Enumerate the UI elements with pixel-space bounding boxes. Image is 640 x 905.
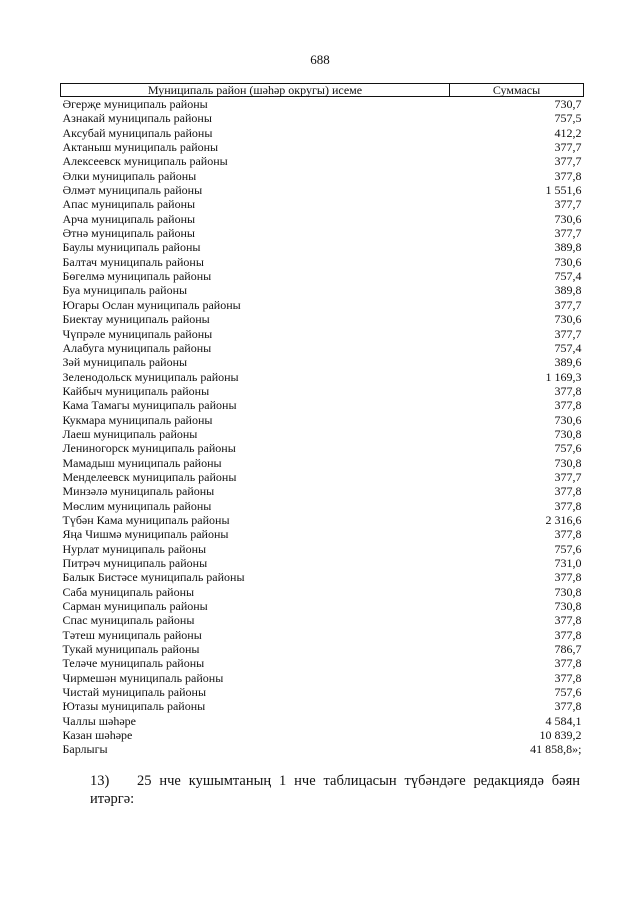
amount-cell: 730,8 [554, 599, 582, 614]
amount-cell: 377,8 [554, 656, 582, 671]
table-header-row [61, 84, 584, 97]
amount-cell: 730,6 [554, 211, 582, 226]
table-row [61, 97, 584, 112]
amount-cell: 412,2 [554, 125, 582, 140]
municipality-name-cell: Буа муниципаль районы [62, 283, 188, 298]
municipality-name-cell: Түбән Кама муниципаль районы [62, 512, 230, 527]
amount-cell: 377,8 [554, 527, 582, 542]
municipality-name-cell: Балтач муниципаль районы [62, 254, 204, 269]
municipality-name-cell: Зеленодольск муниципаль районы [62, 369, 239, 384]
table-row [61, 685, 584, 699]
municipality-name-cell: Барлыгы [62, 742, 108, 757]
municipality-name-cell: Нурлат муниципаль районы [62, 541, 207, 556]
amount-cell: 389,6 [554, 355, 582, 370]
amount-cell: 4 584,1 [545, 713, 582, 728]
municipality-name-cell: Әлмәт муниципаль районы [62, 183, 203, 198]
municipality-name-cell: Апас муниципаль районы [62, 197, 196, 212]
amount-cell: 757,6 [554, 441, 582, 456]
municipality-name-cell: Кукмара муниципаль районы [62, 412, 213, 427]
amount-cell: 377,7 [554, 140, 582, 155]
municipality-name-cell: Теләче муниципаль районы [62, 656, 205, 671]
amount-cell: 1 169,3 [545, 369, 582, 384]
amount-cell: 377,7 [554, 469, 582, 484]
table-row [61, 212, 584, 226]
amount-cell: 757,4 [554, 269, 582, 284]
table-row [61, 456, 584, 470]
municipality-name-cell: Лаеш муниципаль районы [62, 426, 198, 441]
table-row [61, 441, 584, 455]
amount-cell: 377,8 [554, 398, 582, 413]
amount-cell: 757,6 [554, 541, 582, 556]
table-row [61, 413, 584, 427]
paragraph-text: 25 нче кушымтаның 1 нче таблицасын түбәндәге редакциядә бәян итәргә: [90, 773, 580, 807]
table-row [61, 283, 584, 297]
table-row [61, 742, 584, 756]
table-row [61, 197, 584, 211]
amount-cell: 389,8 [554, 283, 582, 298]
amount-cell: 389,8 [554, 240, 582, 255]
amount-cell: 377,8 [554, 613, 582, 628]
amount-cell: 2 316,6 [545, 512, 582, 527]
table-row [61, 370, 584, 384]
municipality-name-cell: Мөслим муниципаль районы [62, 498, 212, 513]
table-row [61, 656, 584, 670]
amount-cell: 730,8 [554, 455, 582, 470]
municipality-name-cell: Сарман муниципаль районы [62, 599, 208, 614]
table-row [61, 470, 584, 484]
table-row [61, 671, 584, 685]
municipality-name-cell: Мамадыш муниципаль районы [62, 455, 222, 470]
table-row [61, 699, 584, 713]
municipality-name-cell: Зәй муниципаль районы [62, 355, 188, 370]
amount-cell: 757,4 [554, 340, 582, 355]
amount-cell: 377,7 [554, 197, 582, 212]
amount-cell: 730,7 [554, 97, 582, 111]
table-row [61, 642, 584, 656]
table-row [61, 628, 584, 642]
municipality-name-cell: Лениногорск муниципаль районы [62, 441, 236, 456]
amount-cell: 730,6 [554, 312, 582, 327]
municipality-name-cell: Спас муниципаль районы [62, 613, 195, 628]
table-row [61, 255, 584, 269]
table-row [61, 327, 584, 341]
table-row [61, 140, 584, 154]
amount-cell: 731,0 [554, 556, 582, 570]
budget-table [60, 83, 584, 757]
table-row [61, 599, 584, 613]
amount-cell: 377,7 [554, 226, 582, 241]
amount-cell: 41 858,8»; [530, 742, 582, 757]
municipality-name-cell: Бөгелмә муниципаль районы [62, 269, 212, 284]
amount-cell: 377,8 [554, 699, 582, 714]
municipality-name-cell: Саба муниципаль районы [62, 584, 195, 599]
table-row [61, 570, 584, 584]
amount-cell: 377,7 [554, 326, 582, 341]
municipality-name-cell: Тәтеш муниципаль районы [62, 627, 202, 642]
table-row [61, 585, 584, 599]
municipality-name-cell: Әлки муниципаль районы [62, 168, 197, 183]
municipality-name-cell: Кама Тамагы муниципаль районы [62, 398, 237, 413]
table-row [61, 154, 584, 168]
amount-cell: 377,8 [554, 498, 582, 513]
table-row [61, 714, 584, 728]
table-row [61, 240, 584, 254]
table-row [61, 499, 584, 513]
amount-cell: 1 551,6 [545, 183, 582, 198]
municipality-name-cell: Питрәч муниципаль районы [62, 556, 208, 570]
budget-table-container [60, 83, 581, 757]
municipality-name-cell: Югары Ослан муниципаль районы [62, 297, 241, 312]
amendment-paragraph [90, 772, 580, 808]
amount-cell: 377,8 [554, 484, 582, 499]
municipality-name-cell: Әгерҗе муниципаль районы [62, 97, 208, 111]
header-municipality-name: Муниципаль район (шәһәр округы) исеме [61, 84, 450, 97]
municipality-name-cell: Ютазы муниципаль районы [62, 699, 206, 714]
municipality-name-cell: Балык Бистәсе муниципаль районы [62, 570, 245, 585]
municipality-name-cell: Яңа Чишмә муниципаль районы [62, 527, 229, 542]
amount-cell: 377,8 [554, 627, 582, 642]
table-row [61, 183, 584, 197]
table-row [61, 384, 584, 398]
amount-cell: 730,6 [554, 254, 582, 269]
table-row [61, 728, 584, 742]
table-body [61, 97, 584, 757]
municipality-name-cell: Алексеевск муниципаль районы [62, 154, 228, 169]
page-number: 688 [310, 52, 330, 67]
amount-cell: 786,7 [554, 642, 582, 657]
municipality-name-cell: Чаллы шәһәре [62, 713, 136, 728]
amount-cell: 730,8 [554, 584, 582, 599]
municipality-name-cell: Тукай муниципаль районы [62, 642, 200, 657]
table-row [61, 398, 584, 412]
amount-cell: 10 839,2 [539, 728, 582, 743]
municipality-name-cell: Чүпрәле муниципаль районы [62, 326, 213, 341]
amount-cell: 377,8 [554, 570, 582, 585]
table-row [61, 513, 584, 527]
amount-cell: 757,6 [554, 685, 582, 700]
municipality-name-cell: Азнакай муниципаль районы [62, 111, 212, 126]
table-row [61, 298, 584, 312]
table-row [61, 169, 584, 183]
table-row [61, 312, 584, 326]
table-row [61, 355, 584, 369]
table-row [61, 484, 584, 498]
header-amount: Суммасы [450, 84, 584, 97]
municipality-name-cell: Әтнә муниципаль районы [62, 226, 195, 241]
table-row [61, 226, 584, 240]
amount-cell: 377,7 [554, 154, 582, 169]
municipality-name-cell: Аксубай муниципаль районы [62, 125, 213, 140]
amount-cell: 377,8 [554, 168, 582, 183]
paragraph-number: 13) [90, 773, 110, 789]
municipality-name-cell: Актаныш муниципаль районы [62, 140, 219, 155]
amount-cell: 377,8 [554, 670, 582, 685]
municipality-name-cell: Кайбыч муниципаль районы [62, 383, 210, 398]
table-row [61, 341, 584, 355]
municipality-name-cell: Биектау муниципаль районы [62, 312, 210, 327]
table-row [61, 427, 584, 441]
amount-cell: 730,6 [554, 412, 582, 427]
municipality-name-cell: Казан шәһәре [62, 728, 133, 743]
municipality-name-cell: Чирмешән муниципаль районы [62, 670, 224, 685]
amount-cell: 377,8 [554, 383, 582, 398]
municipality-name-cell: Арча муниципаль районы [62, 211, 196, 226]
municipality-name-cell: Чистай муниципаль районы [62, 685, 207, 700]
table-row [61, 542, 584, 556]
table-row [61, 269, 584, 283]
municipality-name-cell: Минзәлә муниципаль районы [62, 484, 215, 499]
table-row [61, 613, 584, 627]
municipality-name-cell: Менделеевск муниципаль районы [62, 469, 237, 484]
municipality-name-cell: Баулы муниципаль районы [62, 240, 201, 255]
amount-cell: 377,7 [554, 297, 582, 312]
table-row [61, 111, 584, 125]
amount-cell: 757,5 [554, 111, 582, 126]
table-row [61, 556, 584, 570]
amount-cell: 730,8 [554, 426, 582, 441]
table-row [61, 527, 584, 541]
table-row [61, 126, 584, 140]
municipality-name-cell: Алабуга муниципаль районы [62, 340, 212, 355]
